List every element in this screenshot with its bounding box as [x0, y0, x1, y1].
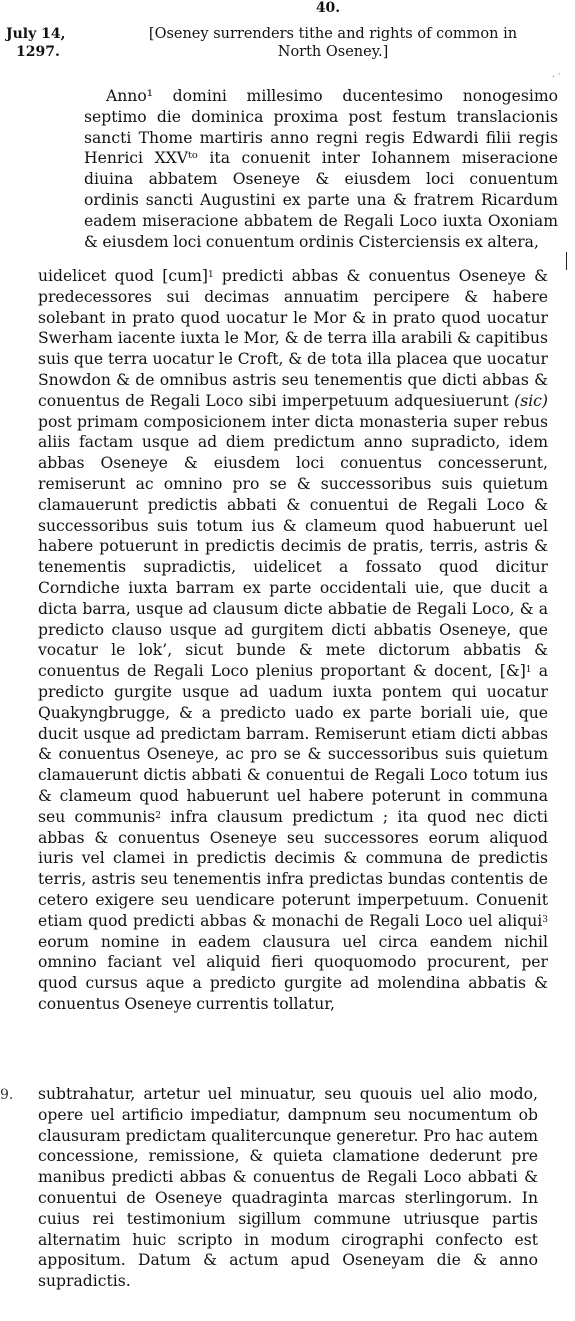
text-run: uidelicet quod [cum] — [38, 267, 208, 285]
margin-dots: . · — [552, 70, 561, 80]
footnote-marker: 3 — [542, 914, 548, 925]
opening-line: & eiusdem loci conuentum ordinis Cisterciensis ex altera, — [84, 232, 539, 251]
main-paragraph — [38, 266, 548, 1015]
footnote-marker: 1 — [207, 270, 214, 280]
footnote-marker: 2 — [155, 810, 162, 821]
heading-line-2: North Oseney.] — [277, 44, 389, 60]
opening-line: sancti Thome martiris anno regni regis Edwardi filii regis — [84, 128, 558, 147]
text-run: post primam composicionem inter dicta monasteria super rebus aliis factam usque ad diem predictum anno supradicto, idem abbas Oseneye & eiusdem loci conuentus concesserunt, remiserunt ac omnino pro se & successoribus suis quietum clamauerunt predictis abbati & conuentui de Regali Loco & successoribus suis totum ius & clameum quod habuerunt uel habere potuerunt in predictis decimis de pratis, terris, astris & tenementis supradictis, uidelicet a fossato quod dicitur Corndiche iuxta barram ex parte occidentali uie, que ducit a dicta barra, usque ad clausum dicte abbatie de Regali Loco, & a predicto clauso usque ad gurgitem dicti abbatis Oseneye, que vocatur le lok’, sicut bunde & mete dictorum abbatis & conuentus de Regali Loco plenius proportant & docent, [&] — [38, 412, 548, 681]
text-run: eorum nomine in eadem clausura uel circa eandem nichil omnino faciant vel aliquid fieri quoquomodo procurent, per quod cursus aque a predicto gurgite ad molendina abbatis & conuentus Oseneye currentis tollatur, — [38, 932, 548, 1013]
margin-mark: 9. — [0, 1087, 14, 1103]
opening-paragraph — [84, 86, 558, 252]
opening-line: septimo die dominica proxima post festum translacionis — [84, 107, 558, 126]
text-run: a predicto gurgite usque ad uadum iuxta pontem qui uocatur Quakyngbrugge, & a predicto uado ex parte boriali uie, que ducit usque ad predictam barram. Remiserunt etiam dicti abbas & conuentus Oseneye, ac pro se & successoribus suis quietum clamauerunt dictis abbati & conuentui de Regali Loco totum ius & clameum quod habuerunt uel habere poterunt in communa seu communis — [38, 662, 548, 826]
opening-line: ordinis sancti Augustini ex parte una & fratrem Ricardum — [84, 190, 558, 209]
sic-note: (sic) — [514, 391, 548, 410]
opening-line: diuina abbatem Oseneye & eiusdem loci conuentum — [84, 170, 558, 189]
opening-line: Henrici XXVᵗᵒ ita conuenit inter Iohannem miseracione — [84, 149, 558, 168]
margin-rule — [566, 252, 567, 270]
document-heading — [108, 25, 558, 61]
date-marginal — [6, 25, 96, 61]
date-day: July 14, — [6, 26, 66, 42]
opening-line: Anno¹ domini millesimo ducentesimo nonogesimo — [106, 87, 558, 105]
heading-line-1: [Oseney surrenders tithe and rights of common in — [148, 26, 518, 42]
page-number: 40. — [315, 0, 341, 16]
opening-line: eadem miseracione abbatem de Regali Loco iuxta Oxoniam — [84, 211, 558, 230]
text-run: infra clausum predictum ; ita quod nec dicti abbas & conuentus Oseneye seu successores eorum aliquod iuris vel clamei in predictis decimis & communa de predictis terris, astris seu tenementis infra predictas bundas contentis de cetero exigere seu uendicare poterunt imperpetuum. Conuenit etiam quod predicti abbas & monachi de Regali Loco uel aliqui — [38, 807, 549, 930]
closing-paragraph: subtrahatur, artetur uel minuatur, seu quouis uel alio modo, opere uel artificio impediatur, dampnum seu nocumentum ob clausuram predictam qualitercunque generetur. Pro hac autem concessione, remissione, & quieta clamatione dederunt pre manibus predicti abbas & conuentus de Regali Loco abbati & conuentui de Oseneye quadraginta marcas sterlingorum. In cuius rei testimonium sigillum commune utriusque partis alternatim huic scripto in modum cirographi confecto est appositum. Datum & actum apud Oseneyam die & anno supradictis. — [38, 1085, 538, 1291]
footnote-marker: 1 — [525, 665, 532, 676]
text-run: predicti abbas & conuentus Oseneye & predecessores sui decimas annuatim percipere & habere solebant in prato quod uocatur le Mor & in prato quod uocatur Swerham iacente iuxta le Mor, & de terra illa arabili & capitibus suis que terra uocatur le Croft, & de tota illa placea que uocatur Snowdon & de omnibus astris seu tenementis que dicti abbas & conuentus de Regali Loco sibi imperpetuum adquesiuerunt — [38, 267, 548, 410]
date-year: 1297. — [16, 44, 60, 60]
